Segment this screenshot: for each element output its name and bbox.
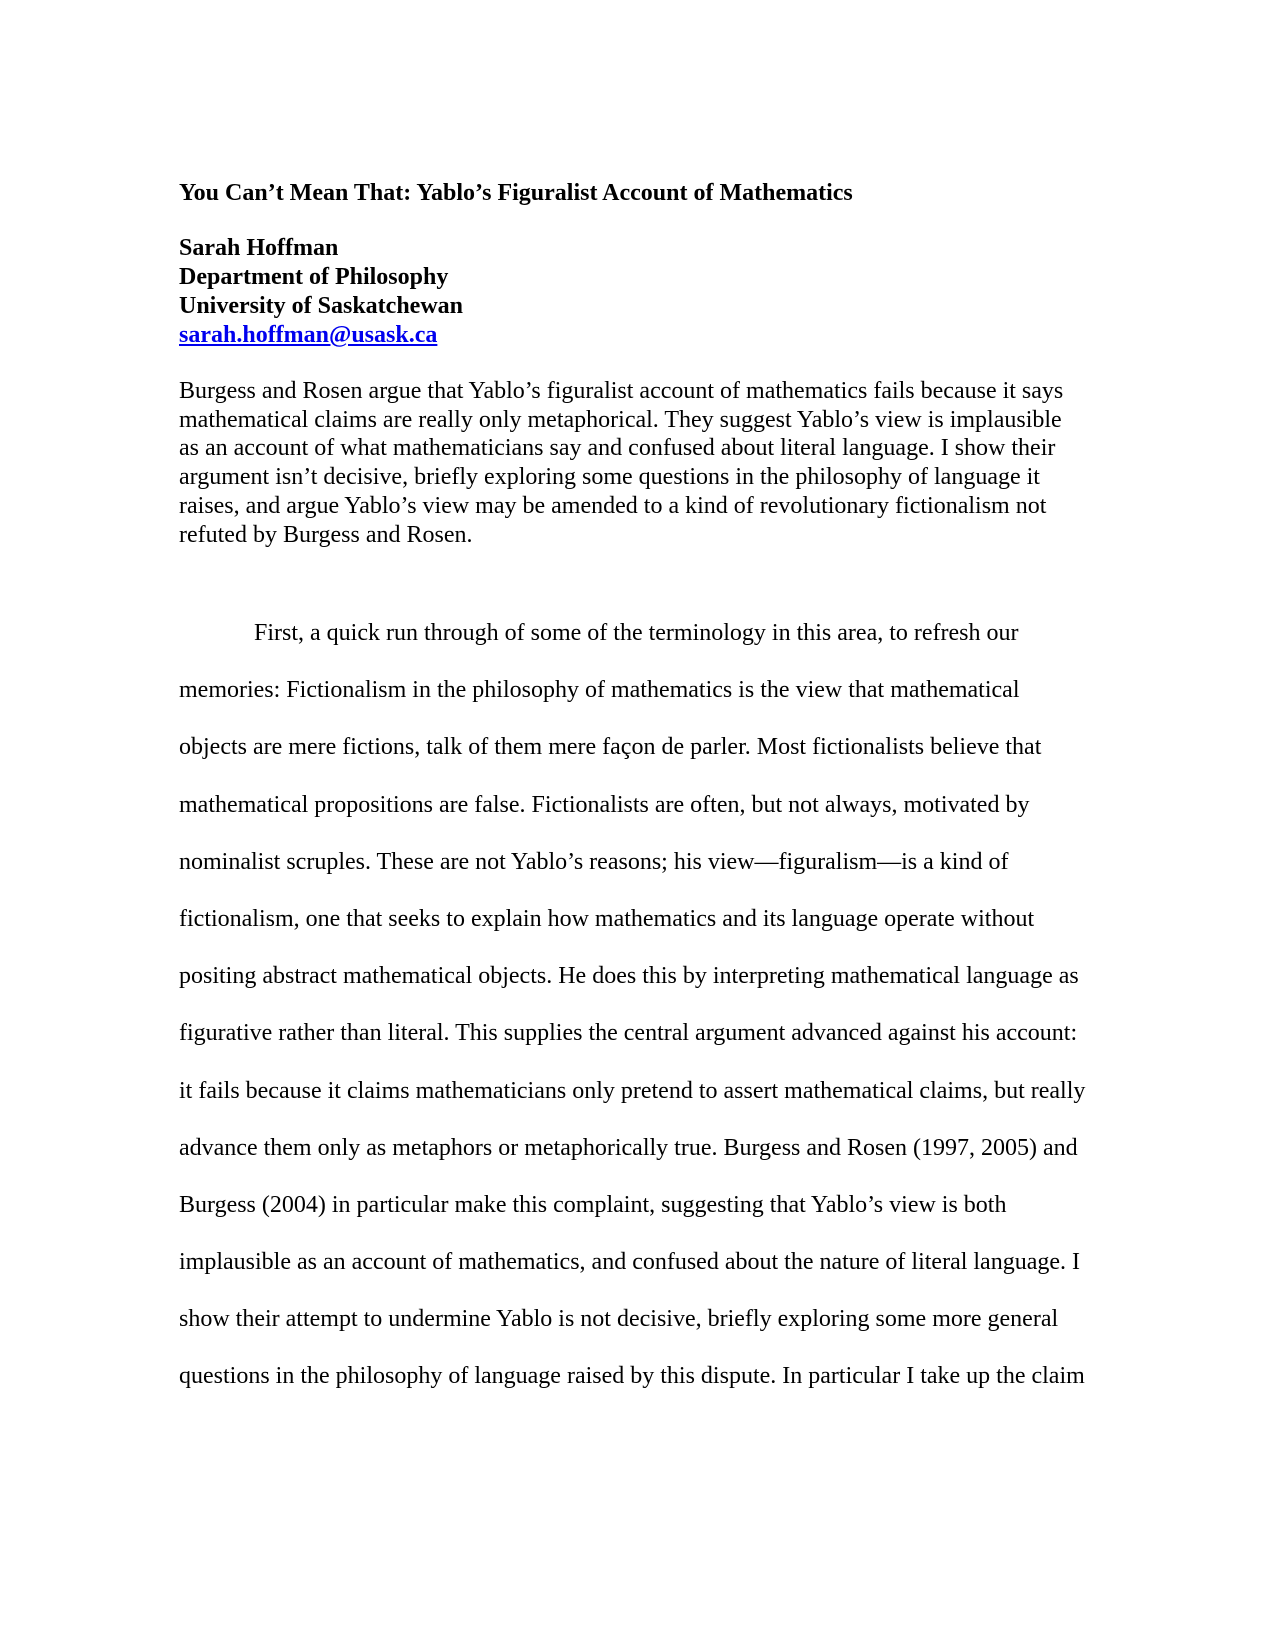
author-university: University of Saskatchewan	[179, 293, 464, 319]
body-line: advance them only as metaphors or metaphorically true. Burgess and Rosen (1997, 2005) and	[179, 1134, 1078, 1161]
author-email-line	[179, 321, 463, 350]
body-line: Burgess (2004) in particular make this complaint, suggesting that Yablo’s view is both	[179, 1191, 1007, 1218]
abstract-line: argument isn’t decisive, briefly exploring some questions in the philosophy of language it	[179, 464, 1040, 491]
body-line: figurative rather than literal. This supplies the central argument advanced against his account:	[179, 1020, 1078, 1047]
author-email-link[interactable]: sarah.hoffman@usask.ca	[179, 322, 438, 348]
author-name: Sarah Hoffman	[179, 235, 339, 261]
body-line: First, a quick run through of some of the terminology in this area, to refresh our	[254, 620, 1019, 646]
abstract-line: mathematical claims are really only metaphorical. They suggest Yablo’s view is implausible	[179, 406, 1062, 433]
body-line: positing abstract mathematical objects. He does this by interpreting mathematical language as	[179, 963, 1079, 990]
body-line: memories: Fictionalism in the philosophy of mathematics is the view that mathematical	[179, 677, 1020, 704]
body-line: show their attempt to undermine Yablo is not decisive, briefly exploring some more general	[179, 1306, 1059, 1333]
author-department: Department of Philosophy	[179, 264, 449, 290]
abstract-line: raises, and argue Yablo’s view may be amended to a kind of revolutionary fictionalism not	[179, 492, 1047, 519]
abstract	[179, 377, 1099, 549]
body-line: mathematical propositions are false. Fictionalists are often, but not always, motivated by	[179, 791, 1030, 818]
body-line: nominalist scruples. These are not Yablo’s reasons; his view—figuralism—is a kind of	[179, 848, 1009, 875]
body-line: it fails because it claims mathematicians only pretend to assert mathematical claims, but really	[179, 1077, 1086, 1104]
abstract-line: refuted by Burgess and Rosen.	[179, 521, 473, 548]
body-line: objects are mere fictions, talk of them mere façon de parler. Most fictionalists believe that	[179, 734, 1042, 761]
author-block	[179, 234, 463, 350]
body-line: questions in the philosophy of language raised by this dispute. In particular I take up the claim	[179, 1363, 1085, 1390]
abstract-line: Burgess and Rosen argue that Yablo’s figuralist account of mathematics fails because it says	[179, 378, 1064, 404]
body-line: fictionalism, one that seeks to explain how mathematics and its language operate without	[179, 905, 1035, 932]
paper-title: You Can’t Mean That: Yablo’s Figuralist Account of Mathematics	[179, 180, 853, 206]
body-line: implausible as an account of mathematics, and confused about the nature of literal language. I	[179, 1249, 1081, 1276]
body-paragraph	[179, 605, 1119, 1406]
abstract-line: as an account of what mathematicians say and confused about literal language. I show their	[179, 435, 1056, 462]
